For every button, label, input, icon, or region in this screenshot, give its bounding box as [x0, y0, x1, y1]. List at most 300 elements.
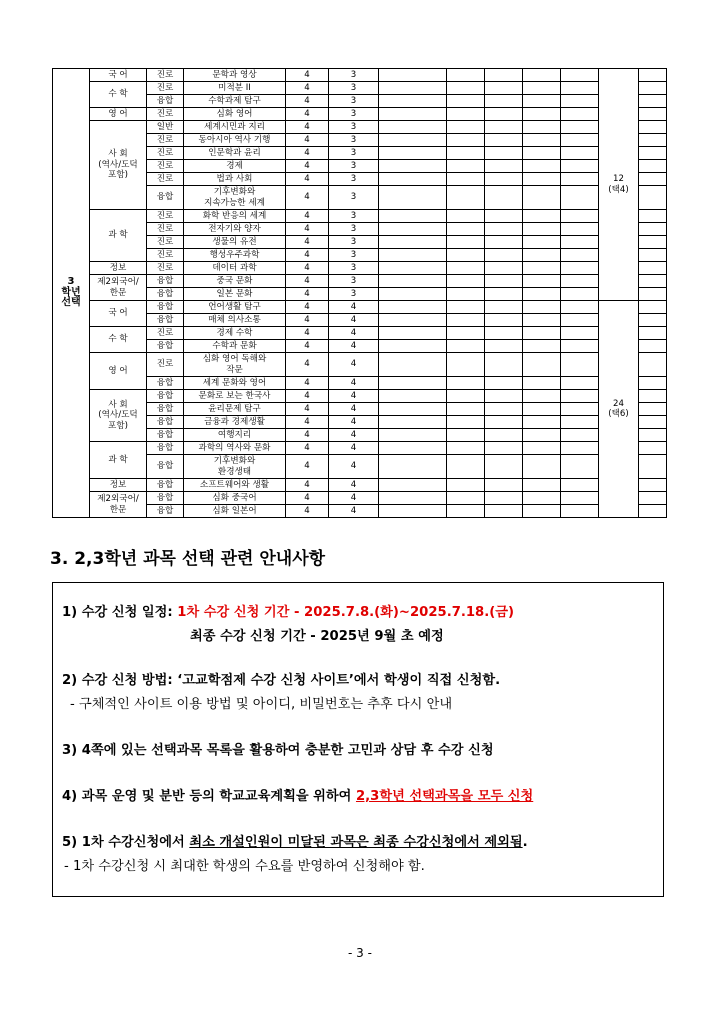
empty-cell	[639, 416, 667, 429]
hours-cell-text: 3	[350, 160, 357, 171]
credit-cell	[286, 275, 329, 288]
course-name-cell-text: 매체 의사소통	[208, 314, 261, 325]
course-name-cell	[184, 327, 286, 340]
empty-cell	[561, 442, 599, 455]
hours-cell	[329, 249, 379, 262]
empty-cell	[561, 262, 599, 275]
section-title: 3. 2,3학년 과목 선택 관련 안내사항	[50, 549, 326, 569]
course-type-cell	[147, 377, 184, 390]
course-type-cell-text: 융합	[156, 403, 174, 414]
subject-area-cell	[90, 108, 147, 121]
course-name-cell	[184, 249, 286, 262]
credit-cell	[286, 416, 329, 429]
course-type-cell	[147, 108, 184, 121]
hours-cell	[329, 442, 379, 455]
empty-cell	[523, 147, 561, 160]
course-name-cell	[184, 288, 286, 301]
notice-line-3: 3) 4쪽에 있는 선택과목 목록을 활용하여 충분한 고민과 상담 후 수강 신청	[62, 743, 494, 758]
empty-cell	[485, 186, 523, 210]
credit-cell	[286, 288, 329, 301]
table-row	[53, 492, 667, 505]
empty-cell	[639, 492, 667, 505]
hours-cell-text: 4	[350, 429, 357, 440]
course-type-cell-text: 융합	[156, 192, 174, 203]
empty-cell	[485, 377, 523, 390]
credit-cell-text: 4	[304, 442, 310, 453]
course-type-cell	[147, 492, 184, 505]
credit-cell	[286, 121, 329, 134]
credit-cell-text: 4	[304, 121, 310, 132]
course-type-cell-text: 진로	[156, 134, 174, 145]
empty-cell	[485, 223, 523, 236]
empty-cell	[561, 429, 599, 442]
course-name-cell	[184, 455, 286, 479]
empty-cell	[561, 82, 599, 95]
empty-cell	[379, 223, 447, 236]
credit-cell	[286, 340, 329, 353]
empty-cell	[447, 262, 485, 275]
course-name-cell	[184, 82, 286, 95]
credit-cell-text: 4	[304, 160, 310, 171]
course-name-cell-text: 행성우주과학	[209, 249, 260, 260]
empty-cell	[523, 223, 561, 236]
course-type-cell-text: 진로	[156, 147, 174, 158]
course-type-cell-text: 융합	[156, 492, 174, 503]
empty-cell	[523, 82, 561, 95]
course-name-cell-text: 일본 문화	[216, 288, 253, 299]
empty-cell	[523, 403, 561, 416]
course-type-cell-text: 융합	[156, 416, 174, 427]
empty-cell	[639, 147, 667, 160]
course-name-cell-text: 문학과 영상	[212, 69, 257, 80]
empty-cell	[379, 210, 447, 223]
empty-cell	[561, 95, 599, 108]
empty-cell	[379, 353, 447, 377]
empty-cell	[485, 314, 523, 327]
credit-cell-text: 4	[304, 314, 310, 325]
empty-cell	[447, 288, 485, 301]
empty-cell	[639, 69, 667, 82]
subject-area-cell-text: 과 학	[108, 230, 128, 241]
empty-cell	[447, 479, 485, 492]
hours-cell	[329, 455, 379, 479]
empty-cell	[379, 505, 447, 518]
selection-count-b-text: 24 (택6)	[608, 398, 629, 419]
course-name-cell	[184, 173, 286, 186]
hours-cell	[329, 210, 379, 223]
empty-cell	[379, 173, 447, 186]
subject-area-cell-text: 제2외국어/ 한문	[97, 277, 139, 298]
subject-area-cell-text: 사 회 (역사/도덕 포함)	[98, 399, 138, 431]
credit-cell-text: 4	[304, 505, 310, 516]
course-name-cell-text: 수학과제 탐구	[208, 95, 261, 106]
notice-line-5-sub: - 1차 수강신청 시 최대한 학생의 수요를 반영하여 신청해야 함.	[64, 859, 425, 874]
empty-cell	[523, 249, 561, 262]
course-type-cell-text: 융합	[156, 479, 174, 490]
course-type-cell	[147, 505, 184, 518]
credit-cell-text: 4	[304, 377, 310, 388]
credit-cell	[286, 210, 329, 223]
empty-cell	[485, 327, 523, 340]
notice-line-5-underlined: 최소 개설인원이 미달된 과목은 최종 수강신청에서 제외됨	[189, 835, 523, 850]
hours-cell-text: 4	[350, 327, 357, 338]
course-type-cell	[147, 288, 184, 301]
empty-cell	[639, 223, 667, 236]
notice-line-4	[62, 785, 533, 804]
empty-cell	[485, 69, 523, 82]
empty-cell	[447, 69, 485, 82]
credit-cell	[286, 492, 329, 505]
empty-cell	[447, 108, 485, 121]
empty-cell	[561, 121, 599, 134]
empty-cell	[447, 403, 485, 416]
hours-cell	[329, 160, 379, 173]
course-name-cell	[184, 160, 286, 173]
course-name-cell	[184, 416, 286, 429]
subject-area-cell-text: 사 회 (역사/도덕 포함)	[98, 149, 138, 181]
empty-cell	[447, 340, 485, 353]
empty-cell	[561, 353, 599, 377]
hours-cell-text: 3	[350, 249, 357, 260]
course-name-cell	[184, 95, 286, 108]
empty-cell	[485, 429, 523, 442]
first-period: 1차 수강 신청 기간 - 2025.7.8.(화)~2025.7.18.(금)	[177, 605, 515, 620]
empty-cell	[379, 301, 447, 314]
credit-cell-text: 4	[304, 173, 310, 184]
empty-cell	[561, 236, 599, 249]
empty-cell	[379, 327, 447, 340]
hours-cell	[329, 236, 379, 249]
course-type-cell	[147, 442, 184, 455]
empty-cell	[561, 340, 599, 353]
empty-cell	[485, 301, 523, 314]
course-name-cell	[184, 377, 286, 390]
course-type-cell-text: 융합	[156, 301, 174, 312]
hours-cell	[329, 134, 379, 147]
empty-cell	[639, 429, 667, 442]
hours-cell-text: 4	[350, 390, 357, 401]
course-name-cell-text: 미적분 II	[218, 82, 251, 93]
table-row	[53, 327, 667, 340]
credit-cell	[286, 377, 329, 390]
empty-cell	[379, 275, 447, 288]
empty-cell	[639, 173, 667, 186]
empty-cell	[639, 340, 667, 353]
empty-cell	[523, 301, 561, 314]
course-name-cell-text: 동아시아 역사 기행	[198, 134, 271, 145]
empty-cell	[447, 160, 485, 173]
course-type-cell-text: 진로	[156, 262, 174, 273]
hours-cell-text: 3	[350, 223, 357, 234]
empty-cell	[639, 249, 667, 262]
credit-cell-text: 4	[304, 479, 310, 490]
credit-cell	[286, 82, 329, 95]
course-name-cell	[184, 301, 286, 314]
empty-cell	[523, 134, 561, 147]
course-type-cell	[147, 301, 184, 314]
empty-cell	[379, 236, 447, 249]
course-name-cell-text: 심화 일본어	[212, 505, 257, 516]
empty-cell	[561, 108, 599, 121]
empty-cell	[447, 505, 485, 518]
empty-cell	[485, 147, 523, 160]
course-type-cell	[147, 275, 184, 288]
empty-cell	[485, 275, 523, 288]
empty-cell	[523, 314, 561, 327]
credit-cell	[286, 429, 329, 442]
empty-cell	[523, 505, 561, 518]
table-row	[53, 442, 667, 455]
credit-cell	[286, 314, 329, 327]
hours-cell	[329, 314, 379, 327]
empty-cell	[485, 340, 523, 353]
empty-cell	[639, 505, 667, 518]
course-type-cell-text: 융합	[156, 442, 174, 453]
course-type-cell	[147, 416, 184, 429]
empty-cell	[523, 262, 561, 275]
course-name-cell-text: 데이터 과학	[212, 262, 257, 273]
empty-cell	[485, 173, 523, 186]
course-type-cell-text: 융합	[156, 95, 174, 106]
empty-cell	[523, 442, 561, 455]
selection-count-b	[599, 301, 639, 518]
empty-cell	[447, 173, 485, 186]
hours-cell	[329, 403, 379, 416]
course-name-cell-text: 생물의 유전	[212, 236, 257, 247]
course-name-cell-text: 기후변화와 환경생태	[213, 456, 256, 477]
empty-cell	[561, 249, 599, 262]
credit-cell	[286, 262, 329, 275]
hours-cell	[329, 340, 379, 353]
course-name-cell-text: 언어생활 탐구	[208, 301, 261, 312]
empty-cell	[447, 327, 485, 340]
hours-cell-text: 4	[350, 442, 357, 453]
empty-cell	[561, 390, 599, 403]
course-type-cell-text: 융합	[156, 314, 174, 325]
empty-cell	[639, 479, 667, 492]
empty-cell	[561, 147, 599, 160]
empty-cell	[485, 442, 523, 455]
course-name-cell-text: 수학과 문화	[212, 340, 257, 351]
notice-line-2-sub: - 구체적인 사이트 이용 방법 및 아이디, 비밀번호는 추후 다시 안내	[70, 697, 453, 712]
empty-cell	[485, 390, 523, 403]
hours-cell	[329, 492, 379, 505]
hours-cell	[329, 186, 379, 210]
empty-cell	[561, 327, 599, 340]
page-number: - 3 -	[348, 946, 372, 960]
course-name-cell-text: 여행지리	[217, 429, 252, 440]
course-name-cell-text: 기후변화와 지속가능한 세계	[204, 187, 265, 208]
subject-area-cell	[90, 121, 147, 210]
notice-line-5	[62, 831, 528, 850]
empty-cell	[523, 340, 561, 353]
credit-cell-text: 4	[304, 416, 310, 427]
empty-cell	[639, 108, 667, 121]
table-row	[53, 82, 667, 95]
empty-cell	[561, 416, 599, 429]
selection-count-a	[599, 69, 639, 301]
empty-cell	[523, 186, 561, 210]
course-type-cell	[147, 353, 184, 377]
empty-cell	[485, 249, 523, 262]
empty-cell	[639, 160, 667, 173]
course-type-cell-text: 진로	[156, 108, 174, 119]
hours-cell-text: 4	[350, 377, 357, 388]
subject-area-cell-text: 국 어	[108, 308, 128, 319]
hours-cell-text: 3	[350, 95, 357, 106]
empty-cell	[561, 275, 599, 288]
hours-cell	[329, 262, 379, 275]
final-period: 최종 수강 신청 기간 - 2025년 9월 초 예정	[190, 629, 444, 644]
table-row	[53, 121, 667, 134]
course-type-cell-text: 진로	[156, 223, 174, 234]
course-type-cell	[147, 390, 184, 403]
hours-cell-text: 4	[350, 492, 357, 503]
empty-cell	[379, 186, 447, 210]
empty-cell	[523, 429, 561, 442]
empty-cell	[379, 108, 447, 121]
empty-cell	[639, 327, 667, 340]
grade-label	[53, 69, 90, 518]
empty-cell	[485, 416, 523, 429]
empty-cell	[485, 288, 523, 301]
empty-cell	[561, 160, 599, 173]
hours-cell-text: 3	[350, 82, 357, 93]
empty-cell	[447, 236, 485, 249]
empty-cell	[561, 479, 599, 492]
credit-cell-text: 4	[304, 210, 310, 221]
empty-cell	[561, 288, 599, 301]
credit-cell	[286, 160, 329, 173]
course-name-cell-text: 심화 영어	[216, 108, 253, 119]
empty-cell	[523, 121, 561, 134]
credit-cell-text: 4	[304, 82, 310, 93]
course-name-cell	[184, 210, 286, 223]
subject-area-cell	[90, 262, 147, 275]
course-type-cell-text: 융합	[156, 340, 174, 351]
course-type-cell-text: 진로	[156, 82, 174, 93]
empty-cell	[447, 186, 485, 210]
empty-cell	[523, 236, 561, 249]
course-type-cell-text: 융합	[156, 461, 174, 472]
course-type-cell-text: 진로	[156, 236, 174, 247]
course-name-cell	[184, 186, 286, 210]
course-name-cell-text: 심화 영어 독해와 작문	[202, 354, 267, 375]
empty-cell	[447, 429, 485, 442]
subject-area-cell	[90, 442, 147, 479]
course-type-cell-text: 융합	[156, 429, 174, 440]
course-name-cell	[184, 223, 286, 236]
notice-line-4-text: 4) 과목 운영 및 분반 등의 학교교육계획을 위하여	[62, 789, 356, 804]
hours-cell	[329, 377, 379, 390]
credit-cell-text: 4	[304, 262, 310, 273]
course-type-cell	[147, 147, 184, 160]
hours-cell	[329, 301, 379, 314]
subject-area-cell-text: 영 어	[108, 108, 128, 119]
credit-cell	[286, 108, 329, 121]
subject-area-cell	[90, 210, 147, 262]
empty-cell	[523, 492, 561, 505]
empty-cell	[639, 403, 667, 416]
course-name-cell	[184, 108, 286, 121]
empty-cell	[523, 455, 561, 479]
selection-count-a-text: 12 (택4)	[608, 174, 629, 195]
empty-cell	[485, 95, 523, 108]
course-name-cell	[184, 442, 286, 455]
course-name-cell-text: 세계 문화와 영어	[202, 377, 267, 388]
empty-cell	[639, 186, 667, 210]
hours-cell-text: 3	[350, 192, 357, 203]
empty-cell	[447, 416, 485, 429]
hours-cell	[329, 416, 379, 429]
course-table	[52, 68, 667, 518]
empty-cell	[561, 377, 599, 390]
empty-cell	[485, 108, 523, 121]
empty-cell	[447, 210, 485, 223]
subject-area-cell	[90, 479, 147, 492]
empty-cell	[379, 340, 447, 353]
empty-cell	[447, 249, 485, 262]
empty-cell	[523, 353, 561, 377]
empty-cell	[379, 492, 447, 505]
empty-cell	[485, 210, 523, 223]
credit-cell	[286, 403, 329, 416]
subject-area-cell	[90, 492, 147, 518]
empty-cell	[447, 121, 485, 134]
credit-cell	[286, 236, 329, 249]
subject-area-cell-text: 과 학	[108, 454, 128, 465]
hours-cell	[329, 108, 379, 121]
empty-cell	[379, 262, 447, 275]
empty-cell	[485, 479, 523, 492]
credit-cell	[286, 327, 329, 340]
empty-cell	[639, 82, 667, 95]
hours-cell-text: 3	[350, 288, 357, 299]
hours-cell-text: 4	[350, 359, 357, 370]
hours-cell	[329, 353, 379, 377]
course-name-cell-text: 세계시민과 지리	[204, 121, 265, 132]
course-type-cell	[147, 210, 184, 223]
empty-cell	[485, 262, 523, 275]
table-row	[53, 262, 667, 275]
credit-cell-text: 4	[304, 461, 310, 472]
table-row	[53, 69, 667, 82]
course-type-cell-text: 융합	[156, 288, 174, 299]
empty-cell	[639, 262, 667, 275]
course-name-cell-text: 법과 사회	[216, 173, 253, 184]
credit-cell	[286, 69, 329, 82]
course-name-cell	[184, 390, 286, 403]
empty-cell	[639, 390, 667, 403]
hours-cell	[329, 223, 379, 236]
course-name-cell	[184, 134, 286, 147]
subject-area-cell-text: 정보	[109, 262, 127, 273]
course-type-cell-text: 진로	[156, 249, 174, 260]
course-type-cell	[147, 403, 184, 416]
credit-cell	[286, 353, 329, 377]
course-name-cell	[184, 314, 286, 327]
empty-cell	[379, 479, 447, 492]
credit-cell-text: 4	[304, 359, 310, 370]
course-name-cell-text: 전자기와 양자	[208, 223, 261, 234]
credit-cell-text: 4	[304, 492, 310, 503]
empty-cell	[485, 82, 523, 95]
empty-cell	[485, 353, 523, 377]
hours-cell-text: 3	[350, 236, 357, 247]
subject-area-cell-text: 수 학	[108, 89, 128, 100]
empty-cell	[561, 314, 599, 327]
course-type-cell-text: 융합	[156, 275, 174, 286]
